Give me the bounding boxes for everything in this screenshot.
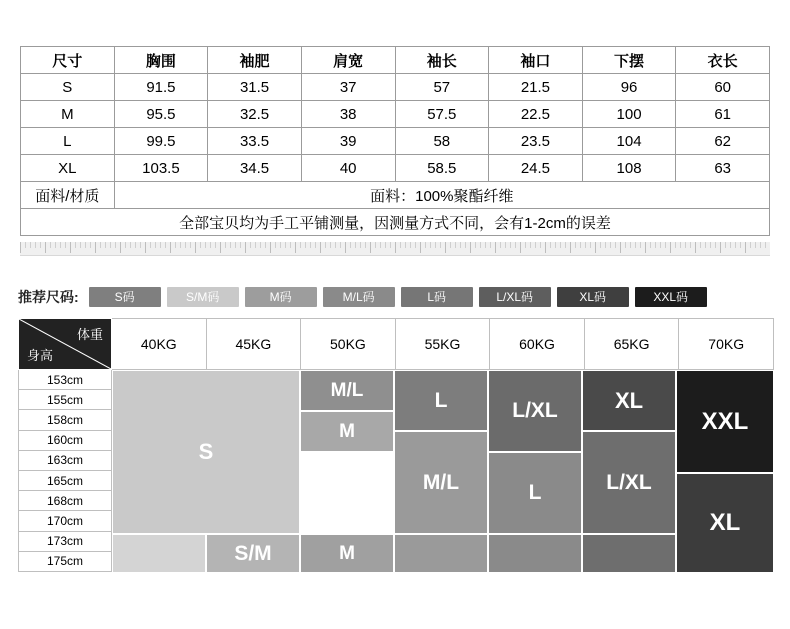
- matrix-size-block-label: S/M: [234, 541, 272, 565]
- ruler-tick: [655, 242, 656, 248]
- ruler-decoration: [20, 242, 770, 256]
- ruler-tick: [315, 242, 316, 248]
- material-row: [21, 182, 770, 209]
- column-header: 袖口: [489, 47, 583, 74]
- ruler-tick: [115, 242, 116, 248]
- ruler-tick: [355, 242, 356, 248]
- ruler-tick: [455, 242, 456, 248]
- table-cell: 37: [301, 74, 395, 101]
- ruler-tick: [495, 242, 496, 253]
- matrix-size-block: [394, 534, 488, 573]
- ruler-tick: [100, 242, 101, 248]
- weight-header: 70KG: [679, 319, 774, 370]
- matrix-size-block-label: L/XL: [512, 399, 558, 422]
- table-cell: 32.5: [208, 101, 302, 128]
- ruler-tick: [190, 242, 191, 248]
- height-label: 173cm: [19, 531, 112, 551]
- ruler-tick: [305, 242, 306, 248]
- matrix-size-block: [582, 431, 676, 534]
- matrix-size-block: [582, 534, 676, 573]
- ruler-tick: [555, 242, 556, 248]
- ruler-tick: [670, 242, 671, 253]
- ruler-tick: [105, 242, 106, 248]
- ruler-tick: [215, 242, 216, 248]
- table-row: [21, 74, 770, 101]
- recommended-size-legend: [18, 286, 774, 308]
- height-label: 160cm: [19, 430, 112, 450]
- ruler-tick: [465, 242, 466, 248]
- weight-header: 45KG: [206, 319, 301, 370]
- ruler-tick: [80, 242, 81, 248]
- ruler-tick: [475, 242, 476, 248]
- ruler-tick: [620, 242, 621, 253]
- ruler-tick: [290, 242, 291, 248]
- height-label: 175cm: [19, 551, 112, 571]
- matrix-size-block-label: M/L: [330, 379, 364, 401]
- matrix-size-block: [488, 534, 582, 573]
- ruler-tick: [135, 242, 136, 248]
- height-label: 155cm: [19, 390, 112, 410]
- ruler-tick: [440, 242, 441, 248]
- ruler-tick: [515, 242, 516, 248]
- ruler-tick: [735, 242, 736, 248]
- ruler-tick: [765, 242, 766, 248]
- ruler-tick: [710, 242, 711, 248]
- matrix-size-block: [488, 370, 582, 452]
- table-cell: 62: [676, 128, 770, 155]
- matrix-size-block: [488, 452, 582, 534]
- ruler-tick: [760, 242, 761, 248]
- ruler-tick: [410, 242, 411, 248]
- ruler-tick: [415, 242, 416, 248]
- ruler-tick: [230, 242, 231, 248]
- ruler-tick: [645, 242, 646, 253]
- ruler-tick: [365, 242, 366, 248]
- ruler-tick: [205, 242, 206, 248]
- table-cell: 34.5: [208, 155, 302, 182]
- ruler-tick: [340, 242, 341, 248]
- ruler-tick: [65, 242, 66, 248]
- table-cell: 61: [676, 101, 770, 128]
- ruler-tick: [280, 242, 281, 248]
- table-cell: 57: [395, 74, 489, 101]
- table-cell: S: [21, 74, 115, 101]
- ruler-tick: [335, 242, 336, 248]
- ruler-tick: [90, 242, 91, 248]
- ruler-tick: [275, 242, 276, 248]
- height-label: 158cm: [19, 410, 112, 430]
- ruler-tick: [70, 242, 71, 253]
- table-row: [21, 101, 770, 128]
- weight-header: 65KG: [584, 319, 679, 370]
- ruler-tick: [695, 242, 696, 253]
- ruler-tick: [420, 242, 421, 253]
- table-cell: 23.5: [489, 128, 583, 155]
- size-chip-m[interactable]: M码: [245, 287, 317, 307]
- ruler-tick: [590, 242, 591, 248]
- table-cell: 103.5: [114, 155, 208, 182]
- ruler-tick: [445, 242, 446, 253]
- weight-header: 50KG: [301, 319, 396, 370]
- ruler-tick: [325, 242, 326, 248]
- table-cell: 104: [582, 128, 676, 155]
- recommended-size-label: 推荐尺码:: [18, 289, 79, 305]
- ruler-tick: [195, 242, 196, 253]
- ruler-tick: [380, 242, 381, 248]
- matrix-size-block: [582, 370, 676, 431]
- ruler-tick: [580, 242, 581, 248]
- ruler-tick: [535, 242, 536, 248]
- ruler-tick: [460, 242, 461, 248]
- ruler-tick: [595, 242, 596, 253]
- ruler-tick: [235, 242, 236, 248]
- table-cell: XL: [21, 155, 115, 182]
- ruler-tick: [265, 242, 266, 248]
- ruler-tick: [150, 242, 151, 248]
- material-value: 面料：100%聚酯纤维: [114, 182, 769, 209]
- ruler-tick: [640, 242, 641, 248]
- matrix-size-block: [300, 534, 394, 573]
- ruler-tick: [565, 242, 566, 248]
- table-cell: 31.5: [208, 74, 302, 101]
- matrix-size-block-label: XL: [709, 509, 741, 536]
- ruler-tick: [160, 242, 161, 248]
- ruler-tick: [260, 242, 261, 248]
- matrix-weight-axis-label: 体重: [76, 327, 103, 342]
- table-cell: 60: [676, 74, 770, 101]
- ruler-tick: [185, 242, 186, 248]
- height-label: 153cm: [19, 370, 112, 390]
- ruler-tick: [730, 242, 731, 248]
- column-header: 肩宽: [301, 47, 395, 74]
- ruler-tick: [125, 242, 126, 248]
- size-chip-xl[interactable]: XL码: [557, 287, 629, 307]
- table-row: [21, 128, 770, 155]
- ruler-tick: [745, 242, 746, 253]
- ruler-tick: [330, 242, 331, 248]
- ruler-tick: [240, 242, 241, 248]
- table-cell: 33.5: [208, 128, 302, 155]
- size-chip-xxl[interactable]: XXL码: [635, 287, 707, 307]
- measurement-note: 全部宝贝均为手工平铺测量，因测量方式不同，会有1-2cm的误差: [21, 209, 770, 236]
- ruler-tick: [170, 242, 171, 253]
- ruler-tick: [255, 242, 256, 248]
- ruler-tick: [350, 242, 351, 248]
- ruler-tick: [630, 242, 631, 248]
- material-label: 面料/材质: [21, 182, 115, 209]
- matrix-size-block: [394, 370, 488, 431]
- ruler-tick: [530, 242, 531, 248]
- ruler-tick: [715, 242, 716, 248]
- ruler-tick: [175, 242, 176, 248]
- ruler-tick: [300, 242, 301, 248]
- ruler-tick: [320, 242, 321, 253]
- ruler-tick: [30, 242, 31, 248]
- table-cell: 21.5: [489, 74, 583, 101]
- table-cell: 100: [582, 101, 676, 128]
- ruler-tick: [45, 242, 46, 253]
- size-chip-l[interactable]: L码: [401, 287, 473, 307]
- weight-header: 40KG: [112, 319, 207, 370]
- ruler-tick: [165, 242, 166, 248]
- ruler-tick: [610, 242, 611, 248]
- matrix-size-block-label: XL: [614, 387, 644, 413]
- table-cell: 24.5: [489, 155, 583, 182]
- column-header: 尺寸: [21, 47, 115, 74]
- table-cell: 39: [301, 128, 395, 155]
- ruler-tick: [755, 242, 756, 248]
- ruler-tick: [140, 242, 141, 248]
- column-header: 下摆: [582, 47, 676, 74]
- table-cell: 22.5: [489, 101, 583, 128]
- ruler-tick: [370, 242, 371, 253]
- ruler-tick: [50, 242, 51, 248]
- ruler-tick: [200, 242, 201, 248]
- ruler-tick: [725, 242, 726, 248]
- matrix-size-block-label: XXL: [701, 407, 749, 435]
- matrix-size-block: [206, 534, 300, 573]
- ruler-tick: [585, 242, 586, 248]
- ruler-tick: [510, 242, 511, 248]
- ruler-tick: [550, 242, 551, 248]
- weight-header: 55KG: [395, 319, 490, 370]
- ruler-tick: [500, 242, 501, 248]
- ruler-tick: [425, 242, 426, 248]
- ruler-tick: [120, 242, 121, 253]
- ruler-tick: [245, 242, 246, 253]
- ruler-tick: [690, 242, 691, 248]
- ruler-tick: [685, 242, 686, 248]
- ruler-tick: [155, 242, 156, 248]
- matrix-header-row: [19, 319, 774, 370]
- ruler-tick: [720, 242, 721, 253]
- table-cell: 91.5: [114, 74, 208, 101]
- ruler-tick: [360, 242, 361, 248]
- ruler-tick: [145, 242, 146, 253]
- size-spec-table-container: [20, 46, 770, 236]
- ruler-tick: [705, 242, 706, 248]
- ruler-tick: [480, 242, 481, 248]
- matrix-size-block-label: M: [339, 420, 355, 442]
- ruler-tick: [625, 242, 626, 248]
- size-spec-table: [20, 46, 770, 236]
- ruler-tick: [75, 242, 76, 248]
- ruler-tick: [470, 242, 471, 253]
- ruler-tick: [560, 242, 561, 248]
- matrix-size-block: [300, 370, 394, 411]
- ruler-tick: [675, 242, 676, 248]
- table-cell: 57.5: [395, 101, 489, 128]
- column-header: 胸围: [114, 47, 208, 74]
- ruler-tick: [220, 242, 221, 253]
- column-header: 袖肥: [208, 47, 302, 74]
- height-label: 168cm: [19, 491, 112, 511]
- size-chip-ml[interactable]: M/L码: [323, 287, 395, 307]
- ruler-tick: [180, 242, 181, 248]
- ruler-tick: [665, 242, 666, 248]
- ruler-tick: [740, 242, 741, 248]
- ruler-tick: [385, 242, 386, 248]
- ruler-tick: [750, 242, 751, 248]
- table-cell: 108: [582, 155, 676, 182]
- ruler-tick: [485, 242, 486, 248]
- ruler-tick: [40, 242, 41, 248]
- table-cell: 58.5: [395, 155, 489, 182]
- matrix-size-block: [676, 473, 774, 573]
- matrix-size-block-label: L/XL: [606, 470, 652, 494]
- ruler-tick: [525, 242, 526, 248]
- ruler-tick: [520, 242, 521, 253]
- matrix-size-blocks: [112, 370, 774, 576]
- ruler-tick: [60, 242, 61, 248]
- matrix-size-block: [112, 370, 300, 534]
- height-weight-size-matrix: [18, 318, 774, 576]
- ruler-tick: [400, 242, 401, 248]
- ruler-tick: [345, 242, 346, 253]
- matrix-size-block-label: M: [339, 542, 355, 564]
- matrix-size-block-label: M/L: [422, 470, 460, 494]
- table-cell: 63: [676, 155, 770, 182]
- ruler-tick: [55, 242, 56, 248]
- ruler-tick: [680, 242, 681, 248]
- matrix-size-block: [112, 534, 206, 573]
- size-chip-sm[interactable]: S/M码: [167, 287, 239, 307]
- size-chip-lxl[interactable]: L/XL码: [479, 287, 551, 307]
- ruler-tick: [110, 242, 111, 248]
- ruler-tick: [130, 242, 131, 248]
- ruler-tick: [545, 242, 546, 253]
- ruler-tick: [295, 242, 296, 253]
- ruler-tick: [650, 242, 651, 248]
- matrix-size-block: [300, 411, 394, 452]
- ruler-tick: [490, 242, 491, 248]
- table-cell: 95.5: [114, 101, 208, 128]
- matrix-height-axis-label: 身高: [27, 348, 54, 363]
- matrix-corner-cell: [19, 319, 112, 370]
- height-label: 163cm: [19, 450, 112, 470]
- ruler-tick: [20, 242, 21, 253]
- ruler-tick: [605, 242, 606, 248]
- matrix-size-block-label: L: [528, 481, 542, 504]
- table-cell: 58: [395, 128, 489, 155]
- height-label: 165cm: [19, 470, 112, 490]
- ruler-tick: [615, 242, 616, 248]
- table-header-row: [21, 47, 770, 74]
- size-chip-s[interactable]: S码: [89, 287, 161, 307]
- table-cell: 40: [301, 155, 395, 182]
- ruler-tick: [390, 242, 391, 248]
- ruler-tick: [450, 242, 451, 248]
- ruler-tick: [540, 242, 541, 248]
- ruler-tick: [575, 242, 576, 248]
- table-cell: M: [21, 101, 115, 128]
- ruler-tick: [310, 242, 311, 248]
- table-cell: 38: [301, 101, 395, 128]
- ruler-tick: [250, 242, 251, 248]
- table-cell: L: [21, 128, 115, 155]
- ruler-tick: [285, 242, 286, 248]
- ruler-tick: [435, 242, 436, 248]
- column-header: 衣长: [676, 47, 770, 74]
- ruler-tick: [85, 242, 86, 248]
- ruler-tick: [210, 242, 211, 248]
- ruler-tick: [270, 242, 271, 253]
- ruler-tick: [405, 242, 406, 248]
- ruler-tick: [430, 242, 431, 248]
- ruler-baseline: [20, 255, 770, 256]
- height-label: 170cm: [19, 511, 112, 531]
- ruler-tick: [505, 242, 506, 248]
- matrix-size-block-label: L: [434, 388, 448, 412]
- ruler-tick: [660, 242, 661, 248]
- ruler-tick: [35, 242, 36, 248]
- ruler-tick: [635, 242, 636, 248]
- ruler-tick: [375, 242, 376, 248]
- matrix-size-block-label: S: [198, 439, 214, 464]
- measurement-note-row: [21, 209, 770, 236]
- weight-header: 60KG: [490, 319, 585, 370]
- ruler-tick: [225, 242, 226, 248]
- matrix-size-block: [676, 370, 774, 473]
- ruler-tick: [700, 242, 701, 248]
- matrix-size-block: [394, 431, 488, 534]
- ruler-tick: [25, 242, 26, 248]
- ruler-tick: [95, 242, 96, 253]
- column-header: 袖长: [395, 47, 489, 74]
- table-cell: 96: [582, 74, 676, 101]
- ruler-tick: [395, 242, 396, 253]
- ruler-tick: [570, 242, 571, 253]
- table-cell: 99.5: [114, 128, 208, 155]
- table-row: [21, 155, 770, 182]
- ruler-tick: [600, 242, 601, 248]
